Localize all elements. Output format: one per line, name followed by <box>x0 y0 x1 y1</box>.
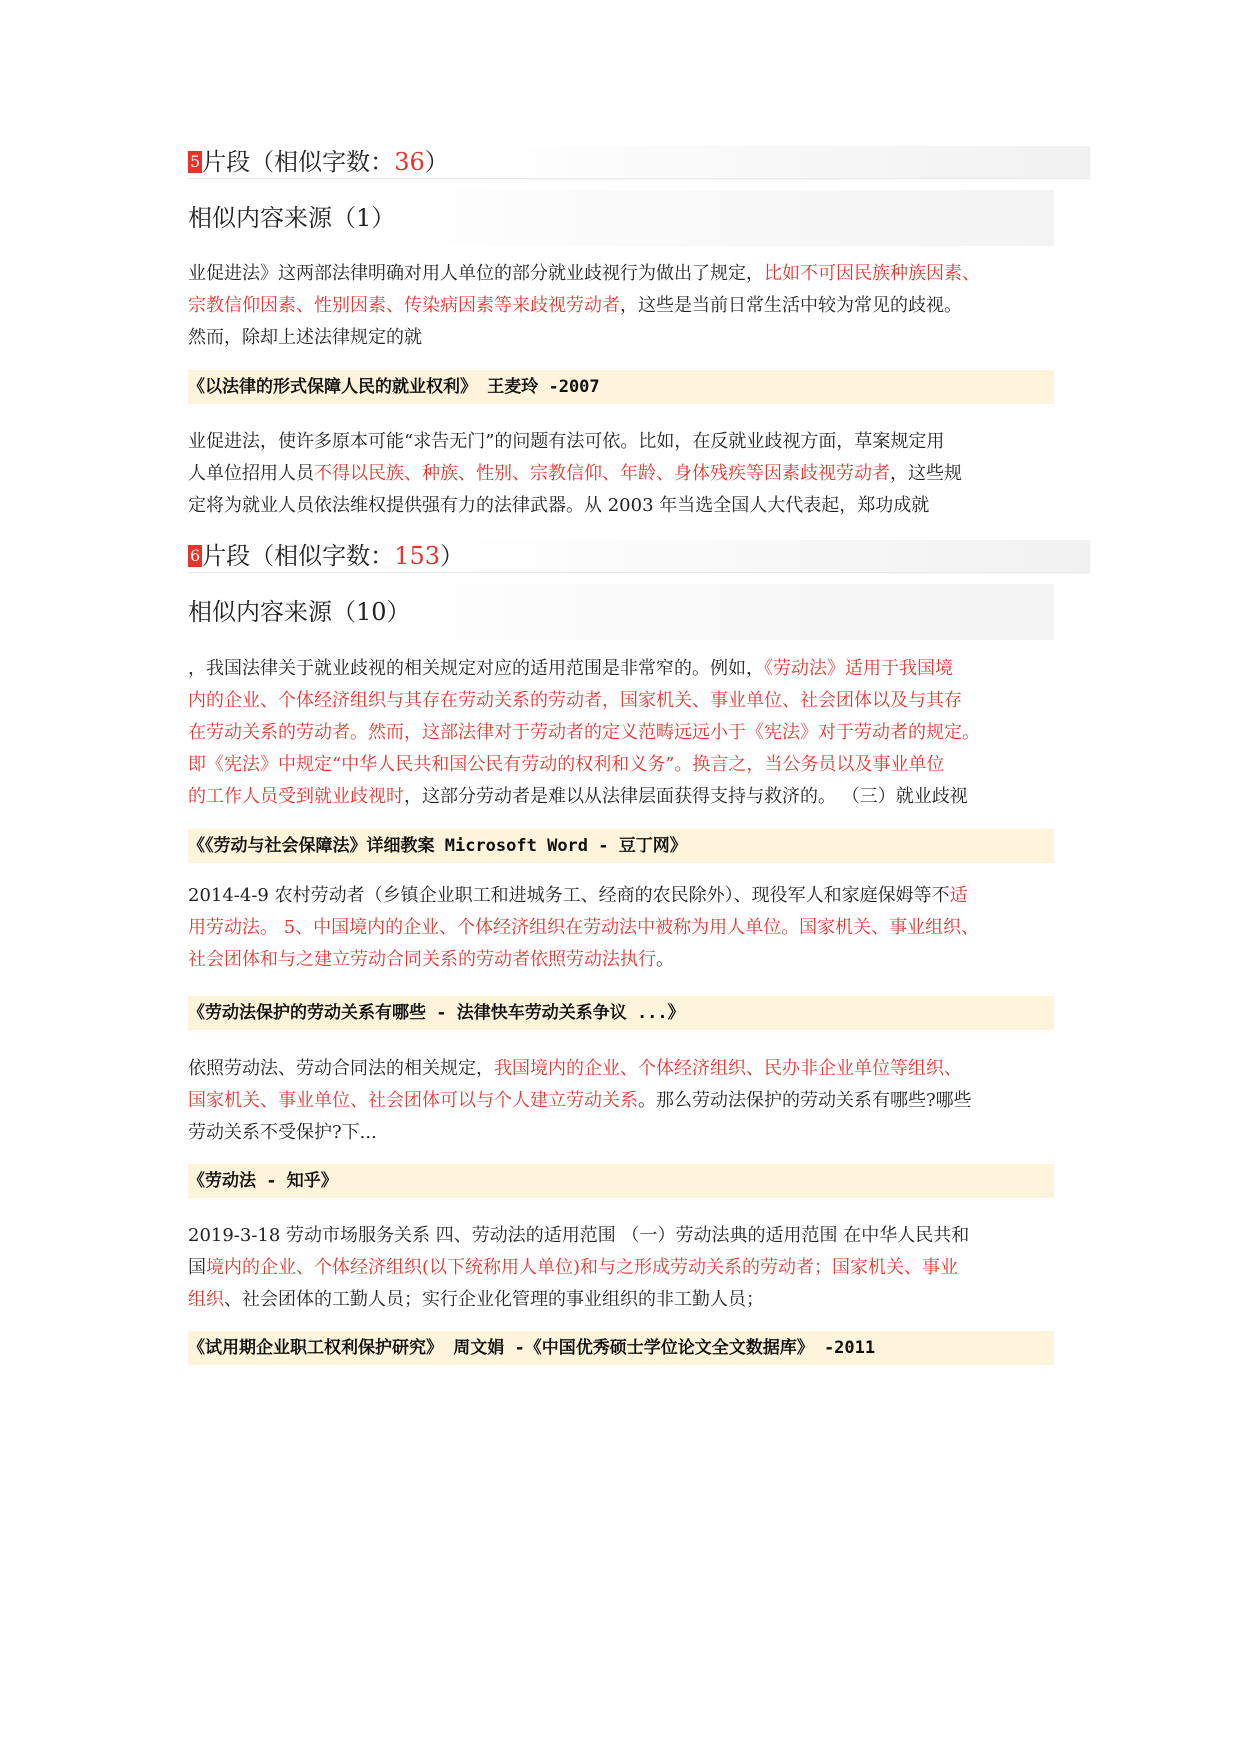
source-reference[interactable]: 《试用期企业职工权利保护研究》 周文娟 -《中国优秀硕士学位论文全文数据库》 -2011 <box>188 1331 1054 1365</box>
source-excerpt <box>188 653 1058 813</box>
excerpt-text: 2014-4-9 农村劳动者（乡镇企业职工和进城务工、经商的农民除外）、现役军人和家庭保姆等不 <box>188 885 950 906</box>
fragment-number-badge: 6 <box>190 546 201 565</box>
excerpt-text: 定将为就业人员依法维权提供强有力的法律武器。从 2003 年当选全国人大代表起，郑功成就 <box>188 495 930 516</box>
excerpt-line <box>188 290 1058 322</box>
source-reference[interactable]: 《《劳动与社会保障法》详细教案 Microsoft Word - 豆丁网》 <box>188 829 1054 863</box>
source-excerpt <box>188 258 1058 354</box>
similar-source-header: 相似内容来源（10） <box>188 584 1054 640</box>
fragment-label-close: ） <box>424 148 449 176</box>
excerpt-line <box>188 1053 1058 1085</box>
excerpt-line <box>188 258 1058 290</box>
excerpt-text: 然而，除却上述法律规定的就 <box>188 327 422 348</box>
excerpt-line <box>188 912 1058 944</box>
source-excerpt <box>188 880 1058 976</box>
fragment-label: 片段（相似字数： <box>202 542 395 570</box>
fragment-5-header <box>188 146 1090 178</box>
excerpt-highlight: 比如不可因民族种族因素、 <box>764 263 980 284</box>
source-reference[interactable]: 《以法律的形式保障人民的就业权利》 王麦玲 -2007 <box>188 370 1054 404</box>
excerpt-highlight: 即《宪法》中规定“中华人民共和国公民有劳动的权利和义务”。换言之，当公务员以及事业单位 <box>188 754 945 775</box>
excerpt-line <box>188 426 1058 458</box>
excerpt-line <box>188 781 1058 813</box>
excerpt-highlight: 内的企业、个体经济组织与其存在劳动关系的劳动者，国家机关、事业单位、社会团体以及与其存 <box>188 690 962 711</box>
excerpt-text: ，这部分劳动者是难以从法律层面获得支持与救济的。 （三）就业歧视 <box>404 786 968 807</box>
excerpt-highlight: 在劳动关系的劳动者。然而，这部法律对于劳动者的定义范畴远远小于《宪法》对于劳动者的规定。 <box>188 722 980 743</box>
excerpt-text: 人单位招用人员 <box>188 463 314 484</box>
excerpt-text: ，这些规 <box>890 463 962 484</box>
excerpt-text: 国 <box>188 1257 206 1278</box>
source-reference[interactable]: 《劳动法保护的劳动关系有哪些 - 法律快车劳动关系争议 ...》 <box>188 996 1054 1030</box>
excerpt-line <box>188 1220 1058 1252</box>
excerpt-text: 劳动关系不受保护?下... <box>188 1122 377 1143</box>
fragment-label-close: ） <box>440 542 464 570</box>
excerpt-highlight: 宗教信仰因素、性别因素、传染病因素等来歧视劳动者 <box>188 295 620 316</box>
excerpt-highlight: 不得以民族、种族、性别、宗教信仰、年龄、身体残疾等因素歧视劳动者 <box>314 463 890 484</box>
excerpt-line <box>188 1085 1058 1117</box>
excerpt-line <box>188 1284 1058 1316</box>
excerpt-text: 依照劳动法、劳动合同法的相关规定， <box>188 1058 494 1079</box>
fragment-number-badge: 5 <box>190 152 201 171</box>
excerpt-text: 。 <box>656 949 674 970</box>
similar-count: 153 <box>394 542 440 570</box>
fragment-label: 片段（相似字数： <box>202 148 395 176</box>
excerpt-line <box>188 749 1058 781</box>
excerpt-highlight: 社会团体和与之建立劳动合同关系的劳动者依照劳动法执行 <box>188 949 656 970</box>
excerpt-line <box>188 717 1058 749</box>
excerpt-text: 业促进法》这两部法律明确对用人单位的部分就业歧视行为做出了规定， <box>188 263 764 284</box>
excerpt-line <box>188 944 1058 976</box>
source-excerpt <box>188 1220 1058 1316</box>
similar-count: 36 <box>394 148 425 176</box>
source-excerpt <box>188 426 1058 522</box>
excerpt-text: ，这些是当前日常生活中较为常见的歧视。 <box>620 295 962 316</box>
excerpt-highlight: 用劳动法。 5、中国境内的企业、个体经济组织在劳动法中被称为用人单位。国家机关、事业组织、 <box>188 917 980 938</box>
excerpt-text: 、社会团体的工勤人员；实行企业化管理的事业组织的非工勤人员； <box>224 1289 764 1310</box>
excerpt-line <box>188 880 1058 912</box>
similar-source-header: 相似内容来源（1） <box>188 190 1054 246</box>
excerpt-text: 。那么劳动法保护的劳动关系有哪些?哪些 <box>638 1090 972 1111</box>
excerpt-highlight: 我国境内的企业、个体经济组织、民办非企业单位等组织、 <box>494 1058 962 1079</box>
excerpt-text: 2019-3-18 劳动市场服务关系 四、劳动法的适用范围 （一）劳动法典的适用范围 在中华人民共和 <box>188 1225 970 1246</box>
excerpt-line <box>188 1252 1058 1284</box>
excerpt-highlight: 《劳动法》适用于我国境 <box>764 658 953 679</box>
excerpt-text: 业促进法，使许多原本可能“求告无门”的问题有法可依。比如，在反就业歧视方面，草案规定用 <box>188 431 945 452</box>
excerpt-line <box>188 653 1058 685</box>
excerpt-line <box>188 458 1058 490</box>
excerpt-highlight: 组织 <box>188 1289 224 1310</box>
source-excerpt <box>188 1053 1058 1149</box>
excerpt-highlight: 国家机关、事业单位、社会团体可以与个人建立劳动关系 <box>188 1090 638 1111</box>
excerpt-highlight: 适 <box>949 885 968 906</box>
excerpt-line <box>188 322 1058 354</box>
excerpt-line <box>188 685 1058 717</box>
excerpt-text: ，我国法律关于就业歧视的相关规定对应的适用范围是非常窄的。例如， <box>188 658 764 679</box>
excerpt-line <box>188 490 1058 522</box>
fragment-6-header <box>188 540 1090 572</box>
source-reference[interactable]: 《劳动法 - 知乎》 <box>188 1164 1054 1198</box>
excerpt-highlight: 的工作人员受到就业歧视时 <box>188 786 404 807</box>
excerpt-highlight: 境内的企业、个体经济组织(以下统称用人单位)和与之形成劳动关系的劳动者；国家机关、事业 <box>206 1257 959 1278</box>
excerpt-line <box>188 1117 1058 1149</box>
